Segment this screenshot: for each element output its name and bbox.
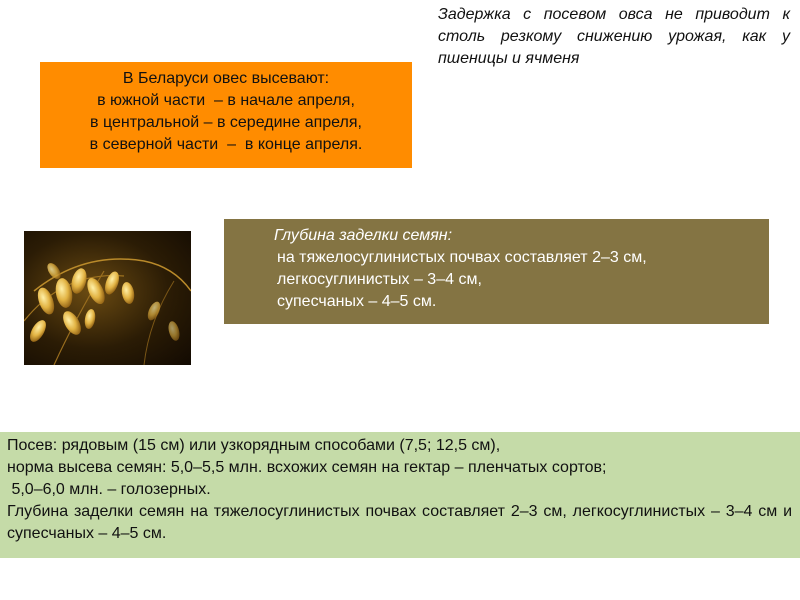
delay-note: Задержка с посевом овса не приводит к столь резкому снижению урожая, как у пшеницы и ячменя xyxy=(438,6,790,67)
summary-line: Посев: рядовым (15 см) или узкорядным способами (7,5; 12,5 см), xyxy=(7,437,501,454)
sowing-dates-line: В Беларуси овес высевают: xyxy=(122,70,330,87)
sowing-dates-line: в южной части – в начале апреля, xyxy=(97,92,355,109)
summary-line: норма высева семян: 5,0–5,5 млн. всхожих семян на гектар – пленчатых сортов; xyxy=(7,459,607,476)
oat-ears-icon xyxy=(24,231,191,365)
sowing-summary-box xyxy=(0,432,800,558)
seed-depth-line: легкосуглинистых – 3–4 см, xyxy=(277,271,482,288)
summary-line: 5,0–6,0 млн. – голозерных. xyxy=(7,481,211,498)
seed-depth-title: Глубина заделки семян: xyxy=(274,227,453,244)
oat-ears-photo xyxy=(24,231,191,365)
summary-line: Глубина заделки семян на тяжелосуглинистых почвах составляет 2–3 см, легкосуглинистых – 3–4 см и супесчаных – 4–5 см. xyxy=(7,503,792,542)
sowing-dates-line: в северной части – в конце апреля. xyxy=(89,136,363,153)
seed-depth-line: супесчаных – 4–5 см. xyxy=(277,293,437,310)
seed-depth-line: на тяжелосуглинистых почвах составляет 2–3 см, xyxy=(277,249,647,266)
sowing-dates-box xyxy=(40,62,412,168)
seed-depth-box xyxy=(224,219,769,324)
sowing-dates-line: в центральной – в середине апреля, xyxy=(90,114,362,131)
